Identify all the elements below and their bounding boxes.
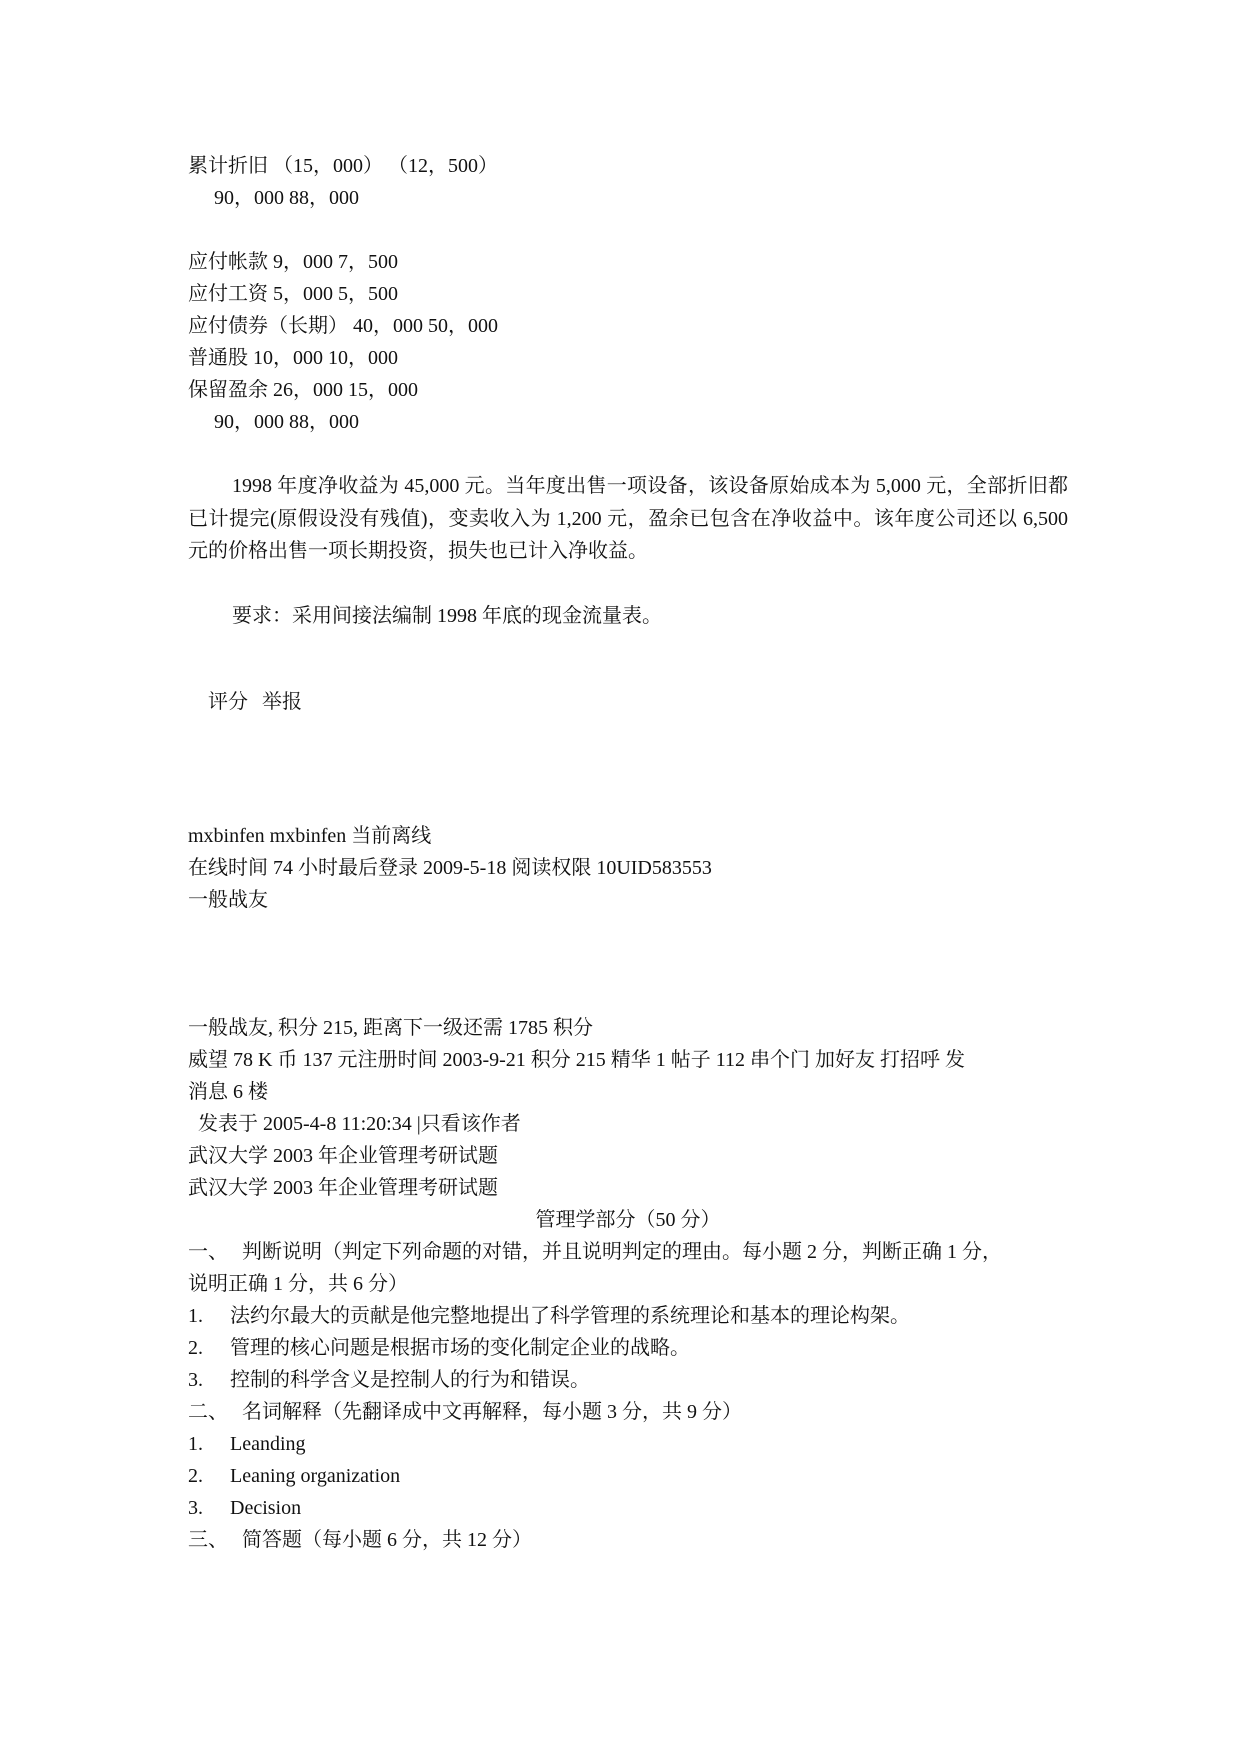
question-item: 2. 管理的核心问题是根据市场的变化制定企业的战略。 (188, 1337, 690, 1359)
question-item: 1. 法约尔最大的贡献是他完整地提出了科学管理的系统理论和基本的理论构架。 (188, 1305, 910, 1327)
balance-subtotal: 90，000 88，000 (214, 187, 359, 209)
requirement-paragraph: 要求：采用间接法编制 1998 年底的现金流量表。 (232, 604, 662, 627)
document-page (188, 150, 1068, 1556)
balance-row-accounts-payable: 应付帐款 9，000 7，500 (188, 251, 398, 273)
report-link[interactable]: 举报 (262, 691, 302, 713)
section-heading-1-cont: 说明正确 1 分，共 6 分） (188, 1273, 408, 1295)
post-timestamp: 发表于 2005-4-8 11:20:34 |只看该作者 (198, 1113, 521, 1135)
exam-part-heading: 管理学部分（50 分） (535, 1209, 721, 1231)
question-item: 2. Leaning organization (188, 1465, 401, 1487)
user-stats-line: 威望 78 K 币 137 元注册时间 2003-9-21 积分 215 精华 1 帖子 112 串个门 加好友 打招呼 发 (188, 1049, 966, 1071)
rate-link[interactable]: 评分 (208, 691, 248, 713)
question-item: 3. 控制的科学含义是控制人的行为和错误。 (188, 1369, 590, 1391)
user-stats-line-cont: 消息 6 楼 (188, 1081, 268, 1103)
balance-row-retained-earnings: 保留盈余 26，000 15，000 (188, 379, 418, 401)
question-item: 1. Leanding (188, 1433, 306, 1455)
question-item: 3. Decision (188, 1497, 302, 1519)
exam-title-repeat: 武汉大学 2003 年企业管理考研试题 (188, 1177, 498, 1199)
user-rank: 一般战友 (188, 889, 268, 911)
balance-row-wages-payable: 应付工资 5，000 5，500 (188, 283, 398, 305)
section-heading-3: 三、 简答题（每小题 6 分，共 12 分） (188, 1529, 532, 1551)
section-heading-2: 二、 名词解释（先翻译成中文再解释，每小题 3 分，共 9 分） (188, 1401, 742, 1423)
problem-paragraph: 1998 年度净收益为 45,000 元。当年度出售一项设备，该设备原始成本为 5,000 元，全部折旧都已计提完(原假设没有残值)，变卖收入为 1,200 元，盈余已包含在净收益中。该年度公司还以 6,500 元的价格出售一项长期投资，损失也已计入净收益。 (188, 475, 1068, 562)
balance-row-bonds-payable: 应付债券（长期） 40，000 50，000 (188, 315, 498, 337)
section-heading-1: 一、 判断说明（判定下列命题的对错，并且说明判定的理由。每小题 2 分，判断正确 1 分， (188, 1241, 1002, 1263)
user-rank-line: 一般战友, 积分 215, 距离下一级还需 1785 积分 (188, 1017, 593, 1039)
balance-row-depreciation: 累计折旧 （15，000） （12，500） (188, 155, 498, 177)
user-name-line: mxbinfen mxbinfen 当前离线 (188, 825, 432, 847)
balance-row-common-stock: 普通股 10，000 10，000 (188, 347, 398, 369)
balance-total: 90，000 88，000 (214, 411, 359, 433)
exam-title: 武汉大学 2003 年企业管理考研试题 (188, 1145, 498, 1167)
post-actions (188, 686, 1068, 718)
user-info-line: 在线时间 74 小时最后登录 2009-5-18 阅读权限 10UID583553 (188, 857, 712, 879)
